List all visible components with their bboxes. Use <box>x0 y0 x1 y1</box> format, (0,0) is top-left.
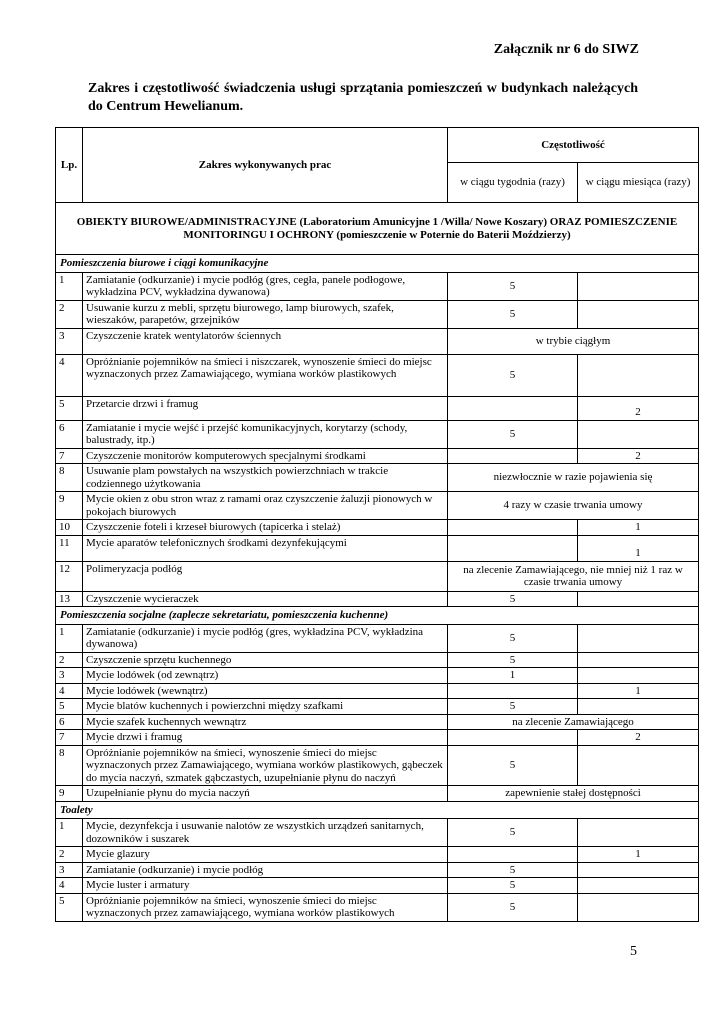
row-scope: Opróżnianie pojemników na śmieci, wynoszenie śmieci do miejsc wyznaczonych przez Zamawiającego, wymiana worków plastikowych, gąbeczek do mycia naczyń, szmatek gąbczastych, uzupełnianie płynu do naczyń <box>83 745 448 786</box>
row-weekly: 5 <box>448 272 578 300</box>
row-lp: 1 <box>56 624 83 652</box>
table-row <box>56 745 699 786</box>
row-weekly: 5 <box>448 591 578 607</box>
row-weekly: 5 <box>448 893 578 921</box>
table-row <box>56 683 699 699</box>
row-frequency-span: niezwłocznie w razie pojawienia się <box>448 464 699 492</box>
row-frequency-span: na zlecenie Zamawiającego, nie mniej niż 1 raz w czasie trwania umowy <box>448 561 699 591</box>
table-row <box>56 420 699 448</box>
row-weekly <box>448 535 578 561</box>
row-monthly <box>578 668 699 684</box>
row-scope: Mycie drzwi i framug <box>83 730 448 746</box>
table-row <box>56 272 699 300</box>
row-scope: Mycie luster i armatury <box>83 878 448 894</box>
row-monthly <box>578 699 699 715</box>
table-row <box>56 847 699 863</box>
row-lp: 6 <box>56 420 83 448</box>
row-lp: 9 <box>56 492 83 520</box>
table-row <box>56 300 699 328</box>
row-scope: Mycie blatów kuchennych i powierzchni między szafkami <box>83 699 448 715</box>
row-scope: Zamiatanie (odkurzanie) i mycie podłóg (gres, wykładzina PCV, wykładzina dywanowa) <box>83 624 448 652</box>
row-scope: Czyszczenie wycieraczek <box>83 591 448 607</box>
row-monthly <box>578 878 699 894</box>
row-scope: Mycie lodówek (wewnątrz) <box>83 683 448 699</box>
row-scope: Czyszczenie kratek wentylatorów ściennych <box>83 328 448 354</box>
row-monthly: 1 <box>578 520 699 536</box>
row-scope: Opróżnianie pojemników na śmieci, wynoszenie śmieci do miejsc wyznaczonych przez zamawiającego, wymiana worków plastikowych <box>83 893 448 921</box>
row-monthly: 2 <box>578 396 699 420</box>
row-weekly: 5 <box>448 354 578 396</box>
row-scope: Usuwanie plam powstałych na wszystkich powierzchniach w trakcie codziennego użytkowania <box>83 464 448 492</box>
row-lp: 2 <box>56 847 83 863</box>
table-row <box>56 591 699 607</box>
row-weekly: 5 <box>448 300 578 328</box>
row-frequency-span: 4 razy w czasie trwania umowy <box>448 492 699 520</box>
section-office: Pomieszczenia biurowe i ciągi komunikacyjne <box>56 255 699 273</box>
row-frequency-span: zapewnienie stałej dostępności <box>448 786 699 802</box>
row-weekly <box>448 396 578 420</box>
table-row <box>56 396 699 420</box>
row-weekly: 1 <box>448 668 578 684</box>
header-frequency: Częstotliwość <box>448 128 699 163</box>
row-weekly: 5 <box>448 624 578 652</box>
row-monthly <box>578 893 699 921</box>
row-weekly <box>448 448 578 464</box>
table-row <box>56 520 699 536</box>
table-row <box>56 354 699 396</box>
row-scope: Mycie lodówek (od zewnątrz) <box>83 668 448 684</box>
row-monthly: 2 <box>578 730 699 746</box>
page-number: 5 <box>630 944 637 959</box>
section-social: Pomieszczenia socjalne (zaplecze sekretariatu, pomieszczenia kuchenne) <box>56 607 699 625</box>
row-frequency-span: w trybie ciągłym <box>448 328 699 354</box>
row-lp: 2 <box>56 300 83 328</box>
row-lp: 3 <box>56 862 83 878</box>
table-row <box>56 819 699 847</box>
table-row <box>56 328 699 354</box>
row-weekly <box>448 847 578 863</box>
row-scope: Zamiatanie (odkurzanie) i mycie podłóg (gres, cegła, panele podłogowe, wykładzina PCV, wykładzina dywanowa) <box>83 272 448 300</box>
row-scope: Zamiatanie (odkurzanie) i mycie podłóg <box>83 862 448 878</box>
table-row <box>56 668 699 684</box>
row-scope: Mycie glazury <box>83 847 448 863</box>
row-lp: 4 <box>56 878 83 894</box>
table-row <box>56 730 699 746</box>
row-monthly <box>578 862 699 878</box>
object-heading: OBIEKTY BIUROWE/ADMINISTRACYJNE (Laboratorium Amunicyjne 1 /Willa/ Nowe Koszary) ORAZ POMIESZCZENIE MONITORINGU I OCHRONY (pomieszczenie w Poternie do Baterii Moździerzy) <box>56 203 699 255</box>
table-row <box>56 448 699 464</box>
row-monthly <box>578 745 699 786</box>
row-lp: 1 <box>56 819 83 847</box>
document-title: Zakres i częstotliwość świadczenia usługi sprzątania pomieszczeń w budynkach należących do Centrum Hewelianum. <box>88 81 638 114</box>
row-scope: Przetarcie drzwi i framug <box>83 396 448 420</box>
row-monthly: 2 <box>578 448 699 464</box>
row-monthly <box>578 272 699 300</box>
row-lp: 8 <box>56 464 83 492</box>
table-row <box>56 893 699 921</box>
attachment-label: Załącznik nr 6 do SIWZ <box>493 42 639 57</box>
row-weekly: 5 <box>448 862 578 878</box>
row-lp: 13 <box>56 591 83 607</box>
row-scope: Opróżnianie pojemników na śmieci i niszczarek, wynoszenie śmieci do miejsc wyznaczonych przez Zamawiającego, wymiana worków plastikowych <box>83 354 448 396</box>
row-monthly: 1 <box>578 535 699 561</box>
table-row <box>56 786 699 802</box>
row-lp: 7 <box>56 730 83 746</box>
row-weekly <box>448 683 578 699</box>
row-lp: 1 <box>56 272 83 300</box>
table-row <box>56 862 699 878</box>
row-monthly <box>578 300 699 328</box>
table-row <box>56 652 699 668</box>
row-lp: 4 <box>56 683 83 699</box>
row-scope: Uzupełnianie płynu do mycia naczyń <box>83 786 448 802</box>
table-row <box>56 714 699 730</box>
header-scope: Zakres wykonywanych prac <box>83 128 448 203</box>
row-scope: Usuwanie kurzu z mebli, sprzętu biurowego, lamp biurowych, szafek, wieszaków, parapetów, grzejników <box>83 300 448 328</box>
row-scope: Polimeryzacja podłóg <box>83 561 448 591</box>
row-lp: 4 <box>56 354 83 396</box>
row-lp: 3 <box>56 328 83 354</box>
row-lp: 9 <box>56 786 83 802</box>
row-frequency-span: na zlecenie Zamawiającego <box>448 714 699 730</box>
row-lp: 8 <box>56 745 83 786</box>
table-row <box>56 624 699 652</box>
row-lp: 2 <box>56 652 83 668</box>
row-lp: 7 <box>56 448 83 464</box>
row-lp: 10 <box>56 520 83 536</box>
row-scope: Czyszczenie foteli i krzeseł biurowych (tapicerka i stelaż) <box>83 520 448 536</box>
cleaning-schedule-table <box>55 127 699 922</box>
row-monthly <box>578 652 699 668</box>
row-weekly: 5 <box>448 420 578 448</box>
section-toilets: Toalety <box>56 801 699 819</box>
row-weekly: 5 <box>448 878 578 894</box>
row-weekly <box>448 520 578 536</box>
header-monthly: w ciągu miesiąca (razy) <box>578 163 699 203</box>
row-scope: Mycie aparatów telefonicznych środkami dezynfekującymi <box>83 535 448 561</box>
row-weekly: 5 <box>448 745 578 786</box>
row-monthly: 1 <box>578 683 699 699</box>
table-row <box>56 561 699 591</box>
table-row <box>56 492 699 520</box>
row-lp: 3 <box>56 668 83 684</box>
row-monthly <box>578 354 699 396</box>
row-monthly <box>578 624 699 652</box>
row-weekly: 5 <box>448 819 578 847</box>
header-lp: Lp. <box>56 128 83 203</box>
row-scope: Zamiatanie i mycie wejść i przejść komunikacyjnych, korytarzy (schody, balustrady, itp.) <box>83 420 448 448</box>
row-monthly <box>578 819 699 847</box>
row-lp: 12 <box>56 561 83 591</box>
row-lp: 6 <box>56 714 83 730</box>
row-weekly <box>448 730 578 746</box>
row-lp: 5 <box>56 893 83 921</box>
table-row <box>56 699 699 715</box>
row-scope: Mycie szafek kuchennych wewnątrz <box>83 714 448 730</box>
table-row <box>56 878 699 894</box>
header-weekly: w ciągu tygodnia (razy) <box>448 163 578 203</box>
row-scope: Mycie, dezynfekcja i usuwanie nalotów ze wszystkich urządzeń sanitarnych, dozowników i suszarek <box>83 819 448 847</box>
row-weekly: 5 <box>448 652 578 668</box>
row-scope: Czyszczenie monitorów komputerowych specjalnymi środkami <box>83 448 448 464</box>
row-monthly: 1 <box>578 847 699 863</box>
row-weekly: 5 <box>448 699 578 715</box>
row-lp: 5 <box>56 396 83 420</box>
row-scope: Mycie okien z obu stron wraz z ramami oraz czyszczenie żaluzji pionowych w pokojach biurowych <box>83 492 448 520</box>
row-monthly <box>578 591 699 607</box>
row-lp: 11 <box>56 535 83 561</box>
row-lp: 5 <box>56 699 83 715</box>
row-scope: Czyszczenie sprzętu kuchennego <box>83 652 448 668</box>
table-row <box>56 535 699 561</box>
row-monthly <box>578 420 699 448</box>
table-row <box>56 464 699 492</box>
